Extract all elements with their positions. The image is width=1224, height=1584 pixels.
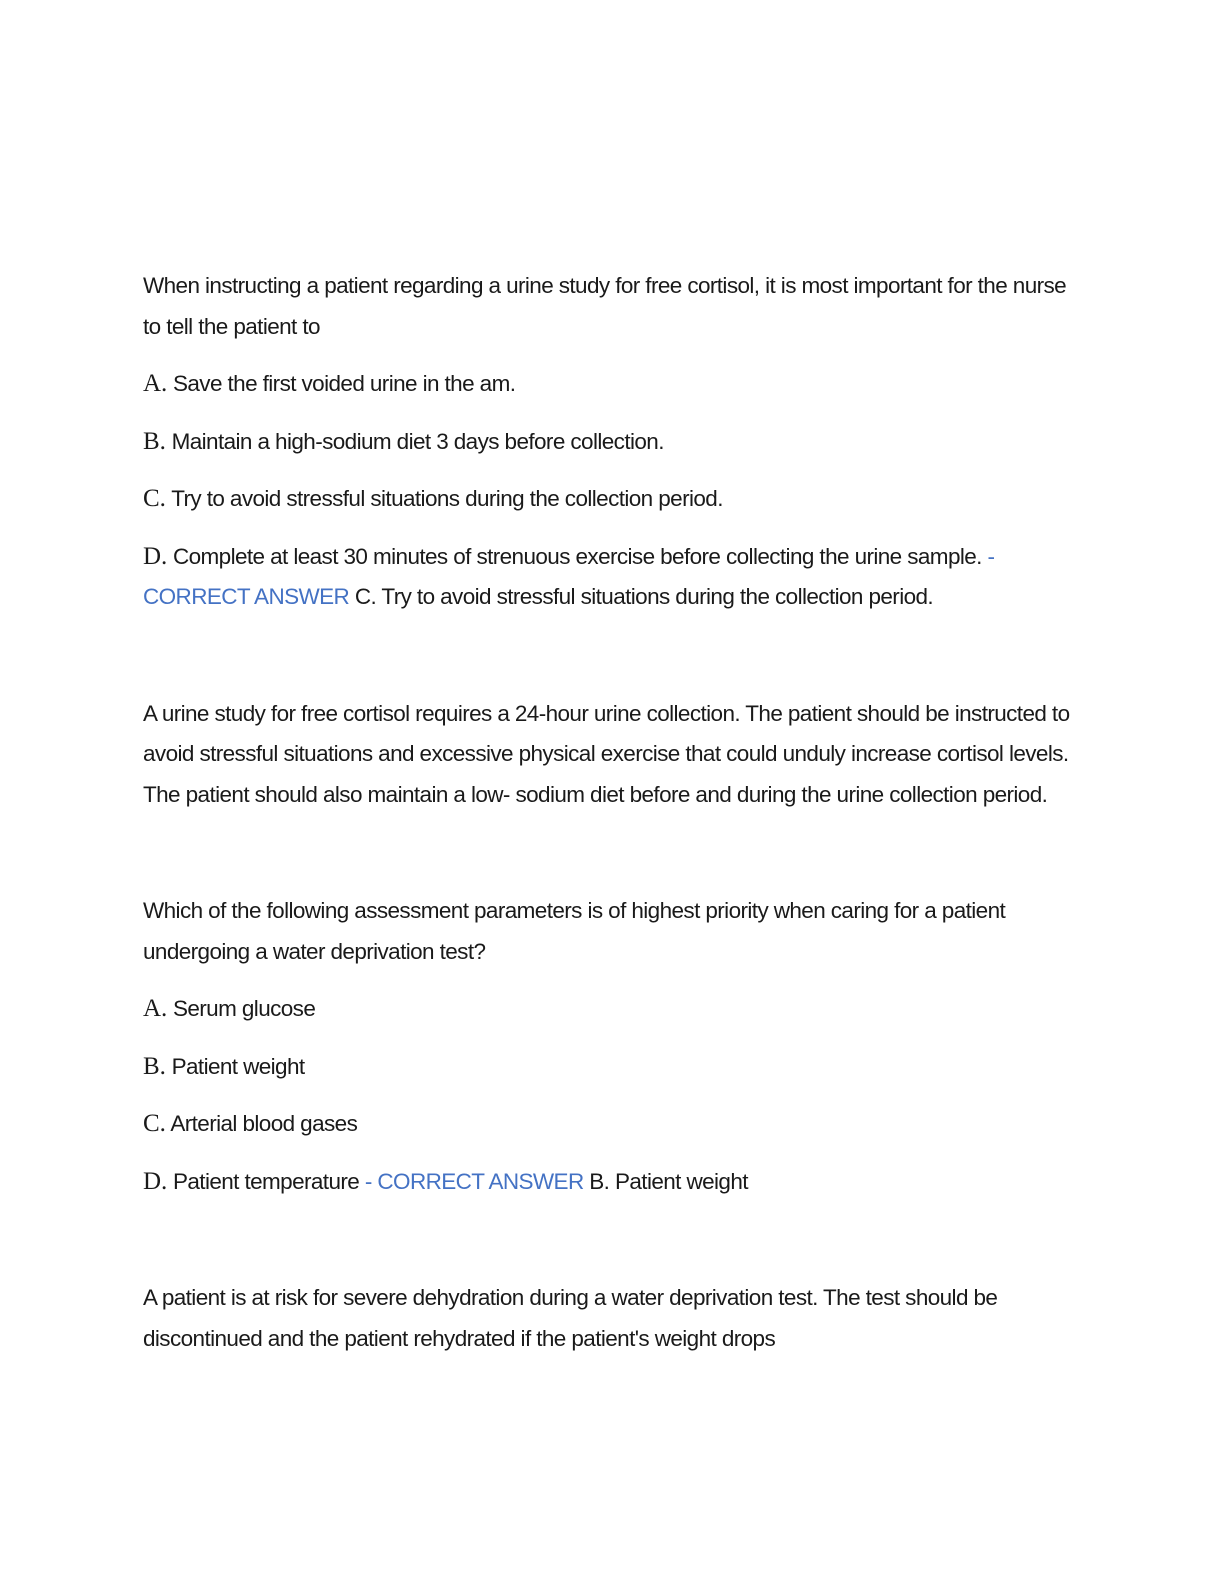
correct-answer-text: C. Try to avoid stressful situations during the collection period. — [354, 584, 934, 609]
spacer — [143, 1202, 1073, 1278]
document-body — [143, 266, 1073, 1359]
option-letter: C. — [143, 485, 166, 512]
question-2-option-c — [143, 1104, 1073, 1145]
explanation-2-text: A patient is at risk for severe dehydration during a water deprivation test. The test should be discontinued and the patient rehydrated if the patient's weight drops — [143, 1285, 998, 1351]
option-text: Maintain a high-sodium diet 3 days before collection. — [171, 428, 664, 454]
option-letter: B. — [143, 1052, 166, 1080]
question-2-option-a — [143, 989, 1073, 1030]
correct-answer-label: - CORRECT ANSWER — [364, 1168, 584, 1194]
question-1-option-a — [143, 364, 1073, 405]
option-text: Patient temperature — [172, 1168, 360, 1194]
question-2-option-d — [143, 1162, 1073, 1203]
question-1-option-c — [143, 479, 1073, 520]
correct-answer-text: B. Patient weight — [589, 1168, 748, 1194]
question-2-text: Which of the following assessment parameters is of highest priority when caring for a patient undergoing a water deprivation test? — [143, 898, 1006, 964]
question-1-option-b — [143, 422, 1073, 463]
option-text: Serum glucose — [172, 996, 316, 1021]
explanation-1-text: A urine study for free cortisol requires a 24-hour urine collection. The patient should be instructed to avoid stressful situations and excessive physical exercise that could unduly increase cortisol levels. The patient should also maintain a low- sodium diet before and during the urine collection period. — [143, 700, 1070, 807]
spacer — [143, 815, 1073, 891]
option-letter: C. — [143, 1110, 166, 1137]
option-letter: B. — [143, 427, 166, 455]
option-text: Try to avoid stressful situations during the collection period. — [171, 486, 723, 511]
option-text: Patient weight — [171, 1053, 305, 1079]
question-1-option-d — [143, 537, 1073, 618]
option-letter: D. — [143, 542, 168, 570]
correct-answer-label: - CORRECT ANSWER — [143, 543, 995, 609]
option-text: Complete at least 30 minutes of strenuous exercise before collecting the urine sample. — [172, 543, 982, 569]
option-text: Arterial blood gases — [170, 1111, 358, 1136]
option-letter: D. — [143, 1167, 168, 1195]
option-letter: A. — [143, 995, 168, 1022]
question-1-text: When instructing a patient regarding a urine study for free cortisol, it is most important for the nurse to tell the patient to — [143, 273, 1067, 339]
option-letter: A. — [143, 370, 168, 397]
question-2-option-b — [143, 1047, 1073, 1088]
spacer — [143, 618, 1073, 694]
option-text: Save the first voided urine in the am. — [172, 371, 516, 396]
